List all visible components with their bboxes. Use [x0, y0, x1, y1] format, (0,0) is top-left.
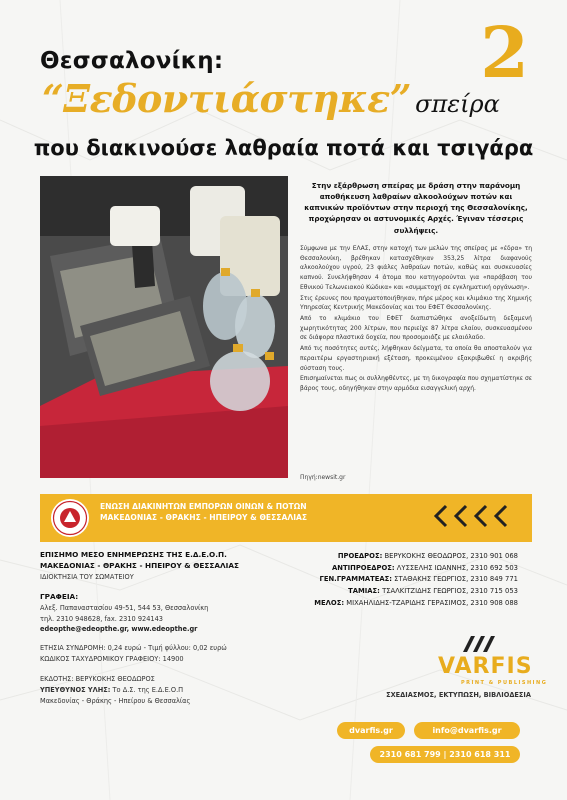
varfis-email-link[interactable]: info@dvarfis.gr	[414, 722, 520, 739]
association-seal-logo	[50, 498, 90, 538]
article-paragraph: Από τις ποσότητες αυτές, λήφθηκαν δείγματα, τα οποία θα αποσταλούν για περαιτέρω εργαστηριακή εξέταση, προκειμένου εξακριβωθεί η ακριβής σύσταση τους.	[300, 345, 532, 372]
article-source: Πηγή:newsit.gr	[300, 474, 346, 481]
headline-line2-tail: σπείρα	[415, 90, 500, 118]
office-address: Αλεξ. Παπαναστασίου 49-51, 544 53, Θεσσαλονίκη	[40, 603, 209, 612]
board-role: ΜΕΛΟΣ:	[314, 598, 345, 607]
board-role: ΑΝΤΙΠΡΟΕΔΡΟΣ:	[332, 563, 395, 572]
article-paragraph: Στις έρευνες που πραγματοποιήθηκαν, πήρε μέρος και κλιμάκιο της Χημικής Υπηρεσίας Κεντρικής Μακεδονίας και του ΕΦΕΤ Θεσσαλονίκης.	[300, 294, 532, 312]
responsible-value: Το Δ.Σ. της Ε.Δ.Ε.Ο.Π	[112, 685, 184, 694]
chevron-left-icon	[418, 502, 518, 530]
board-member	[290, 598, 518, 610]
board-member	[290, 574, 518, 586]
article-paragraph: Επισημαίνεται πως οι συλληφθέντες, με τη δικογραφία που σχηματίστηκε σε βάρος τους, οδηγήθηκαν στην αρμόδια εισαγγελική αρχή.	[300, 375, 532, 393]
board-role: ΤΑΜΙΑΣ:	[348, 587, 380, 596]
article-body	[300, 244, 532, 395]
board-role: ΠΡΟΕΔΡΟΣ:	[337, 552, 383, 560]
varfis-tagline: ΣΧΕΔΙΑΣΜΟΣ, ΕΚΤΥΠΩΣΗ, ΒΙΒΛΙΟΔΕΣΙΑ	[386, 691, 531, 699]
office-email-web[interactable]: edeopthe@edeopthe.gr, www.edeopthe.gr	[40, 625, 198, 634]
board-name: ΜΙΧΑΗΛΙΔΗΣ-ΤΖΑΡΙΔΗΣ ΓΕΡΑΣΙΜΟΣ, 2310 908 088	[346, 598, 518, 607]
responsible-label: ΥΠΕΥΘΥΝΟΣ ΥΛΗΣ:	[40, 685, 111, 694]
varfis-website-link[interactable]: dvarfis.gr	[337, 722, 405, 739]
article-photo	[40, 176, 288, 478]
headline-line3: που διακινούσε λαθραία ποτά και τσιγάρα	[33, 136, 534, 160]
headline-line1: Θεσσαλονίκη:	[40, 48, 224, 74]
varfis-phones: 2310 681 799 | 2310 618 311	[370, 746, 520, 763]
varfis-brand: VARFIS	[438, 654, 533, 679]
board-member	[290, 586, 518, 598]
offices-label: ΓΡΑΦΕΙΑ:	[40, 591, 79, 601]
board-name: ΛΥΣΣΕΛΗΣ ΙΩΑΝΝΗΣ, 2310 692 503	[396, 563, 518, 572]
article-paragraph: Από το κλιμάκιο του ΕΦΕΤ διαπιστώθηκε ανοξείδωτη δεξαμενή χωρητικότητας 200 λίτρων, που περιείχε 87 λίτρα ελαίου, συσκευασμένου σε διάφορα πλαστικά δοχεία, που προσομοιάζε με ελαιόλαδο.	[300, 315, 532, 342]
publisher: ΕΚΔΟΤΗΣ: ΒΕΡΥΚΟΚΗΣ ΘΕΟΔΩΡΟΣ	[40, 675, 155, 684]
board-name: ΣΤΑΘΑΚΗΣ ΓΕΩΡΓΙΟΣ, 2310 849 771	[394, 575, 518, 584]
headline-quoted-word: “Ξεδοντιάστηκε”	[42, 76, 412, 121]
page-number: 2	[480, 11, 529, 94]
board-member	[290, 551, 518, 563]
headline-line2	[42, 76, 532, 121]
masthead-info	[40, 550, 290, 707]
official-medium-line1: ΕΠΙΣΗΜΟ ΜΕΣΟ ΕΝΗΜΕΡΩΣΗΣ ΤΗΣ Ε.Δ.Ε.Ο.Π.	[40, 550, 227, 559]
board-member	[290, 563, 518, 575]
board-of-directors	[290, 551, 518, 609]
board-name: ΒΕΡΥΚΟΚΗΣ ΘΕΟΔΩΡΟΣ, 2310 901 068	[384, 552, 518, 560]
board-name: ΤΣΑΛΚΙΤΖΙΔΗΣ ΓΕΩΡΓΙΟΣ, 2310 715 053	[382, 587, 518, 596]
postal-code: ΚΩΔΙΚΟΣ ΤΑΧΥΔΡΟΜΙΚΟΥ ΓΡΑΦΕΙΟΥ: 14900	[40, 655, 184, 664]
article-lead: Στην εξάρθρωση σπείρας με δράση στην παράνομη αποθήκευση λαθραίων αλκοολούχων ποτών και καπνικών προϊόντων στην περιοχή της Θεσσαλονίκης, προχώρησαν οι αστυνομικές Αρχές. Έγιναν τέσσερις συλλήψεις.	[304, 181, 528, 235]
office-phone: τηλ. 2310 948628, fax. 2310 924143	[40, 614, 163, 623]
association-name-line1: ΕΝΩΣΗ ΔΙΑΚΙΝΗΤΩΝ ΕΜΠΟΡΩΝ ΟΙΝΩΝ & ΠΟΤΩΝ	[100, 502, 307, 511]
ownership-note: ΙΔΙΟΚΤΗΣΙΑ ΤΟΥ ΣΩΜΑΤΕΙΟΥ	[40, 572, 134, 581]
varfis-brand-subtitle: PRINT & PUBLISHING	[461, 680, 548, 686]
article-paragraph: Σύμφωνα με την ΕΛΑΣ, στην κατοχή των μελών της σπείρας με «έδρα» τη Θεσσαλονίκη, βρέθηκαν κατασχέθηκαν 353,25 λίτρα διαφανούς αλκοολούχου υγρού, 23 φιάλες λαθραίων ποτών, καθώς και συσκευασίες καπνού. Συνελήφθησαν 4 άτομα που κατηγορούνται για «παράβαση του Εθνικού Τελωνειακού Κώδικα» και «συμμετοχή σε εγκληματική οργάνωση».	[300, 245, 532, 291]
varfis-logo-icon	[461, 632, 499, 654]
responsible-line2: Μακεδονίας - Θράκης - Ηπείρου & Θεσσαλίας	[40, 696, 191, 705]
association-name-line2: ΜΑΚΕΔΟΝΙΑΣ - ΘΡΑΚΗΣ - ΗΠΕΙΡΟΥ & ΘΕΣΣΑΛΙΑΣ	[100, 513, 308, 522]
board-role: ΓΕΝ.ΓΡΑΜΜΑΤΕΑΣ:	[319, 575, 392, 584]
subscription-price: ΕΤΗΣΙΑ ΣΥΝΔΡΟΜΗ: 0,24 ευρώ - Τιμή φύλλου: 0,02 ευρώ	[40, 644, 227, 653]
official-medium-line2: ΜΑΚΕΔΟΝΙΑΣ - ΘΡΑΚΗΣ - ΗΠΕΙΡΟΥ & ΘΕΣΣΑΛΙΑΣ	[40, 560, 240, 570]
